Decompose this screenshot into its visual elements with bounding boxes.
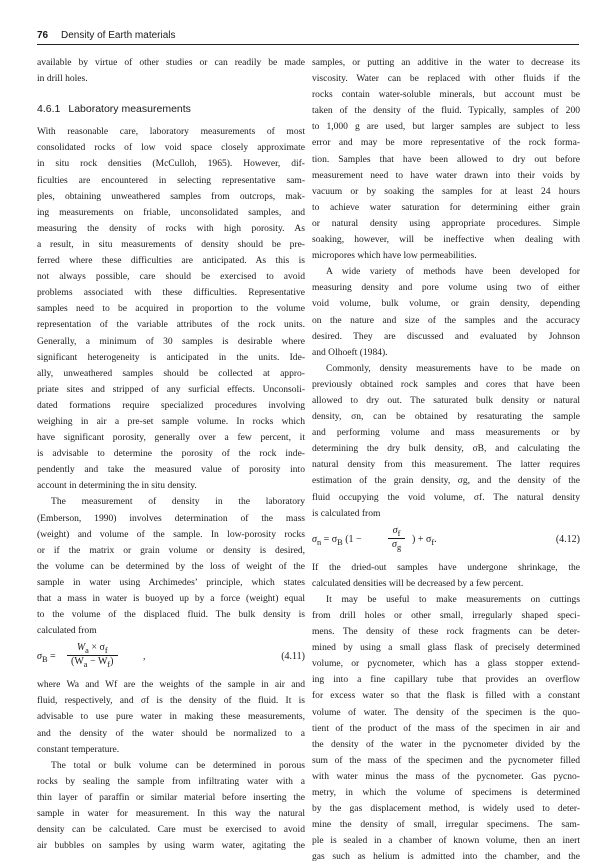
text-line: and the density of the water should be normalized to a — [37, 727, 305, 739]
text-line: rocks by sealing the sample from infiltrating water with a — [37, 775, 305, 787]
section-number: 4.6.1 — [37, 103, 61, 116]
text-line: If the dried-out samples have undergone shrinkage, the — [312, 561, 580, 573]
text-line: desired. They are discussed and evaluated by Johnson — [312, 330, 580, 342]
text-line: determining the dry bulk density, σB, and calculating the — [312, 443, 580, 455]
text-line: previously obtained rock samples and cores that have been — [312, 378, 580, 390]
fraction-denominator: $\sigma_g$ — [388, 538, 405, 552]
text-line: the volume can be determined by the loss of weight of the — [37, 560, 305, 572]
text-line: ples, obtaining unweathered samples from outcrops, mak- — [37, 190, 305, 202]
text-line: to the volume of the displaced fluid. The bulk density is — [37, 609, 305, 621]
text-line: mens. The density of these rock fragments can be deter- — [312, 626, 580, 638]
text-line: is calculated from — [312, 507, 381, 519]
section-heading — [37, 101, 305, 117]
section-title: Laboratory measurements — [68, 103, 191, 116]
text-line: sample in water using Archimedes’ principle, which states — [37, 576, 305, 588]
text-line: to achieve water saturation for determining either grain — [312, 201, 580, 213]
text-line: With reasonable care, laboratory measurements of most — [37, 126, 305, 138]
equation-number: (4.12) — [555, 533, 580, 545]
text-line: The total or bulk volume can be determined in porous — [51, 759, 305, 771]
text-line: consolidated rocks of low void space closely approximate — [37, 142, 305, 154]
text-line: ing measurements on friable, unconsolidated samples, and — [37, 206, 305, 218]
text-line: that a mass in water is buoyed up by a force (weight) equal — [37, 593, 305, 604]
text-line: in drill holes. — [37, 73, 88, 85]
text-line: tient of the product of the mass of the specimen in air and — [312, 722, 580, 734]
left-column — [37, 55, 305, 854]
text-line: volume of water. The density of the specimen is the quo- — [312, 706, 580, 718]
text-line: vacuum or by soaking the samples for at least 24 hours — [312, 185, 580, 197]
text-line: (Emberson, 1990) involves determination of the mass — [37, 512, 305, 524]
text-line: representation of the variable attributes of the rock units. — [37, 319, 305, 331]
text-line: ferred where these difficulties are anticipated. As this is — [37, 255, 305, 267]
paragraph — [37, 758, 305, 855]
text-line: and performing volume and mass measurements or by — [312, 427, 580, 439]
heading-gap — [37, 117, 305, 124]
text-line: account in determining the in situ density. — [37, 480, 197, 492]
text-line: pendently and take the measured value of porosity into — [37, 464, 305, 476]
text-line: samples need to be acquired in proportion to the volume — [37, 303, 305, 315]
text-line: available by virtue of other studies or can readily be made — [37, 57, 305, 68]
text-line: problems associated with these difficulties. Representative — [37, 287, 305, 299]
text-line: to 1,000 g are used, but larger samples are subject to less — [312, 121, 580, 133]
text-line: with water minus the mass of the pycnometer. Gas pycno- — [312, 770, 580, 782]
text-line: natural density from this measurement. The latter requires — [312, 459, 580, 471]
text-line: metry, in which the volume of specimens is determined — [312, 787, 580, 799]
text-line: ing into a fine capillary tube that provides an overflow — [312, 674, 580, 686]
text-line: (weight) and volume of the sample. In low-porosity rocks — [37, 528, 305, 540]
paragraph — [312, 55, 580, 264]
text-line: thin layer of paraffin or similar material before inserting the — [37, 791, 305, 803]
text-line: ally, unweathered samples should be collected at appro- — [37, 367, 305, 379]
text-line: ple is sealed in a chamber of known volume, then an inert — [312, 835, 580, 847]
header-rule — [37, 44, 579, 45]
equation-lhs: $\sigma_B$ = — [37, 651, 56, 665]
text-line: soaking, however, will be ineffective when dealing with — [312, 234, 580, 246]
text-line: allowed to dry out. The saturated bulk density or natural — [312, 394, 580, 406]
running-title: Density of Earth materials — [61, 30, 176, 41]
text-line: estimation of the grain density, σg, and the density of the — [312, 475, 580, 487]
text-line: calculated from — [37, 625, 97, 637]
text-line: density, σn, can be obtained by resaturating the sample — [312, 411, 580, 423]
equation-number: (4.11) — [281, 651, 305, 663]
equation-fraction — [388, 525, 405, 552]
text-line: ficulties are encountered in selecting representative sam- — [37, 174, 305, 186]
text-line: error and may be more representative of the rock forma- — [312, 137, 580, 149]
text-line: constant temperature. — [37, 743, 120, 755]
text-line: or if the matrix or grain volume or density is desired, — [37, 544, 305, 556]
text-line: the density of the water in the pycnometer divided by the — [312, 738, 580, 750]
text-line: tion. Samples that have been allowed to dry out before — [312, 153, 580, 165]
text-line: have significant porosity, generally over a few percent, it — [37, 432, 305, 444]
text-line: The measurement of density in the laboratory — [51, 496, 305, 508]
text-line: is advisable to determine the porosity of the rock inde- — [37, 448, 305, 460]
text-line: dated formations require specialized procedures involving — [37, 399, 305, 411]
text-line: measurement need to have water drawn into their voids by — [312, 169, 580, 181]
paragraph — [312, 560, 580, 592]
text-line: volume, or pycnometer, which has a glass stopper extend- — [312, 658, 580, 670]
text-line: advisable to use pure water in making these measurements, — [37, 711, 305, 723]
paragraph — [312, 592, 580, 866]
text-line: measuring density and pore volume using two of either — [312, 282, 580, 294]
text-line: mined by using a small glass flask of precisely determined — [312, 642, 580, 654]
text-line: on the nature and size of the samples and the accuracy — [312, 314, 580, 326]
text-line: Commonly, density measurements have to be made on — [326, 362, 580, 374]
paragraph — [37, 494, 305, 639]
equation-comma: , — [143, 651, 146, 663]
text-line: weighing in air a pre-set sample volume. In rocks which — [37, 415, 305, 427]
text-line: sum of the mass of the specimen and the pycnometer filled — [312, 754, 580, 766]
text-line: where Wa and Wf are the weights of the sample in air and — [37, 679, 305, 691]
text-line: fluid, respectively, and σf is the density of the fluid. It is — [37, 695, 305, 707]
paragraph — [37, 677, 305, 757]
text-line: A wide variety of methods have been developed for — [326, 266, 580, 278]
text-line: sample in water for measurement. In this way the natural — [37, 808, 305, 820]
text-line: samples, or putting an additive in the water to decrease its — [312, 57, 580, 68]
text-line: mine the density of small, irregular specimens. The sam- — [312, 819, 580, 831]
section-gap — [37, 87, 305, 101]
text-line: not always possible, care should be exercised to avoid — [37, 271, 305, 283]
intro-paragraph — [37, 55, 305, 87]
text-line: for excess water so that the flask is filled with a constant — [312, 690, 580, 702]
equation-right-part: ) + $\sigma_f$. — [412, 533, 437, 547]
text-line: significant heterogeneity is anticipated in the units. Ide- — [37, 351, 305, 363]
text-line: void volume, bulk volume, or grain density, depending — [312, 298, 580, 310]
text-line: gas such as helium is admitted into the chamber, and the — [312, 851, 580, 863]
equation-left-part: $\sigma_n = \sigma_B$ (1 − — [312, 533, 362, 547]
text-line: fluid occupying the void volume, σf. The natural density — [312, 491, 580, 503]
text-line: Generally, a minimum of 30 samples is desirable where — [37, 335, 305, 347]
paragraph — [37, 124, 305, 494]
text-line: and Olhoeft (1984). — [312, 346, 388, 358]
fraction-numerator: $\sigma_f$ — [392, 524, 401, 538]
paragraph — [312, 264, 580, 361]
paragraph — [312, 361, 580, 522]
text-line: It may be useful to make measurements on cuttings — [326, 593, 580, 605]
text-line: in situ rock densities (McCulloh, 1965). However, dif- — [37, 158, 305, 170]
text-line: taken of the density of the fluid. Typically, samples of 200 — [312, 105, 580, 117]
text-line: a result, in situ measurements of density should be pre- — [37, 238, 305, 250]
running-header — [37, 30, 579, 44]
fraction-denominator: $(W_a - W_f)$ — [67, 655, 118, 669]
text-line: air bubbles on samples by using warm water, agitating the — [37, 840, 305, 852]
right-column — [312, 55, 580, 866]
text-line: micropores which have low permeabilities. — [312, 250, 477, 262]
text-line: from drill holes or other small, irregularly shaped speci- — [312, 610, 580, 621]
equation-fraction — [67, 642, 118, 669]
equation-4-12 — [312, 522, 580, 560]
text-line: by the gas displacement method, is widely used to deter- — [312, 803, 580, 815]
fraction-numerator: $W_a \times \sigma_f$ — [76, 642, 108, 656]
page-number: 76 — [37, 30, 49, 41]
text-line: priate sites and stripped of any surficial effects. Unconsoli- — [37, 383, 305, 395]
text-line: density can be calculated. Care must be exercised to avoid — [37, 824, 305, 836]
text-line: rocks contain water-soluble minerals, but account must be — [312, 89, 580, 101]
text-line: calculated densities will be decreased by a few percent. — [312, 577, 524, 589]
text-line: viscosity. Water can be replaced with other fluids if the — [312, 73, 580, 85]
equation-4-11 — [37, 639, 305, 677]
text-line: or natural density using appropriate procedures. Simple — [312, 217, 580, 229]
text-line: measuring the density of rocks with high porosity. As — [37, 222, 305, 234]
